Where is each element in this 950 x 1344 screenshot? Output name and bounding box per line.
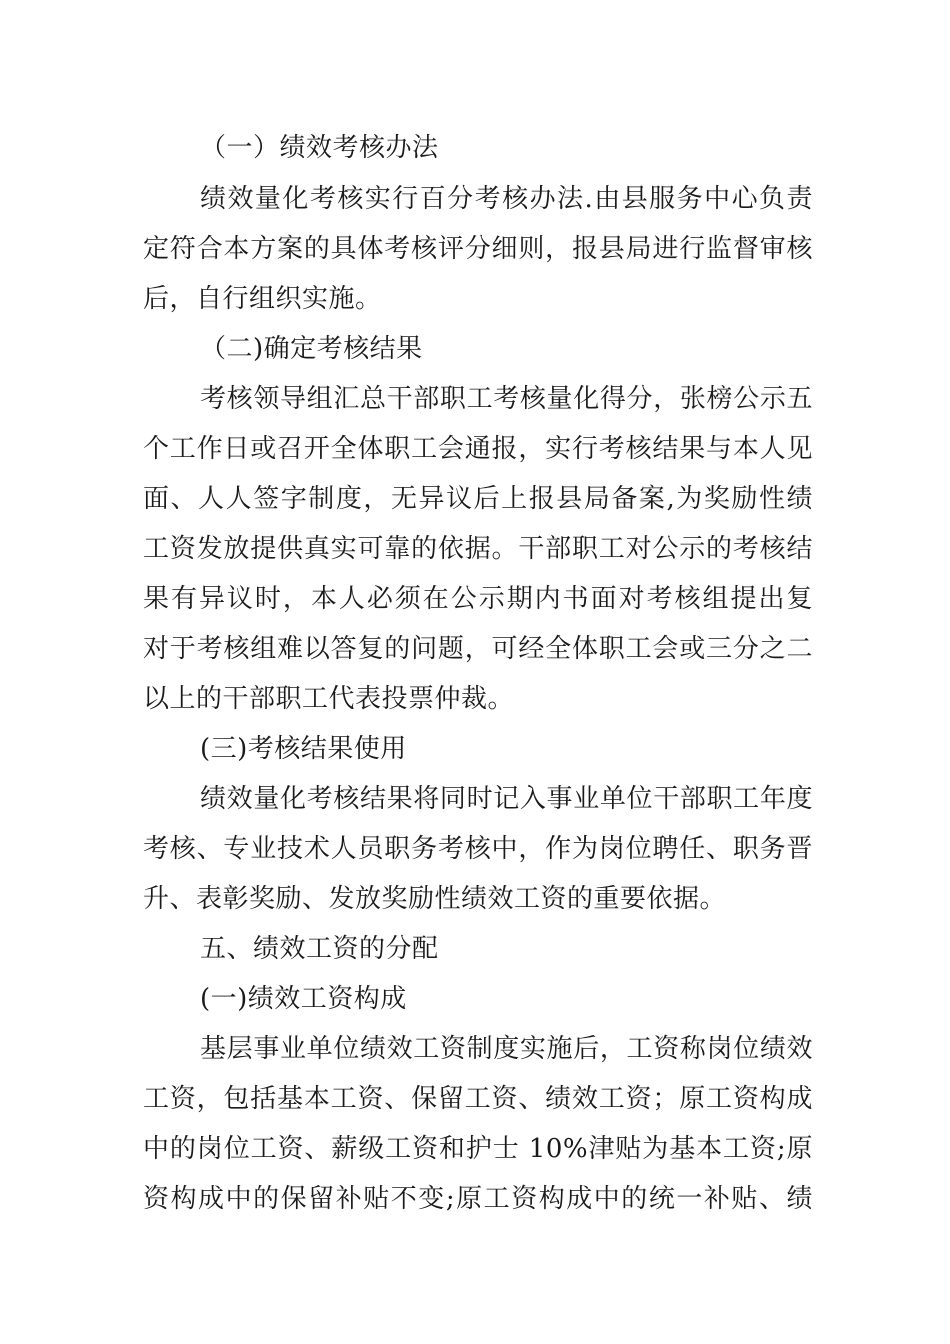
section-heading: (三)考核结果使用 [200, 734, 407, 764]
paragraph-line: 绩效量化考核实行百分考核办法.由县服务中心负责 [200, 184, 813, 214]
paragraph-line: 定符合本方案的具体考核评分细则，报县局进行监督审核 [143, 234, 813, 264]
section-heading: 五、绩效工资的分配 [200, 934, 439, 964]
section-heading: （二)确定考核结果 [200, 334, 423, 364]
paragraph-line: 资构成中的保留补贴不变;原工资构成中的统一补贴、绩 [143, 1184, 813, 1214]
paragraph-line: 对于考核组难以答复的问题，可经全体职工会或三分之二 [143, 634, 813, 664]
paragraph-line: 中的岗位工资、薪级工资和护士 10%津贴为基本工资;原 [143, 1134, 813, 1164]
paragraph-line: 后，自行组织实施。 [143, 284, 382, 314]
paragraph-line: 绩效量化考核结果将同时记入事业单位干部职工年度 [200, 784, 813, 814]
paragraph-line: 个工作日或召开全体职工会通报，实行考核结果与本人见 [143, 434, 813, 464]
paragraph-line: 考核、专业技术人员职务考核中，作为岗位聘任、职务晋 [143, 834, 813, 864]
paragraph-line: 工资，包括基本工资、保留工资、绩效工资；原工资构成 [143, 1084, 813, 1114]
paragraph-line: 升、表彰奖励、发放奖励性绩效工资的重要依据。 [143, 884, 727, 914]
section-heading: (一)绩效工资构成 [200, 984, 407, 1014]
paragraph-line: 面、人人签字制度，无异议后上报县局备案,为奖励性绩 [143, 484, 813, 514]
section-heading: （一）绩效考核办法 [200, 133, 439, 163]
paragraph-line: 考核领导组汇总干部职工考核量化得分，张榜公示五 [200, 384, 813, 414]
paragraph-line: 工资发放提供真实可靠的依据。干部职工对公示的考核结 [143, 534, 813, 564]
paragraph-line: 基层事业单位绩效工资制度实施后，工资称岗位绩效 [200, 1034, 813, 1064]
paragraph-line: 以上的干部职工代表投票仲裁。 [143, 684, 515, 714]
paragraph-line: 果有异议时，本人必须在公示期内书面对考核组提出复 [143, 584, 813, 614]
